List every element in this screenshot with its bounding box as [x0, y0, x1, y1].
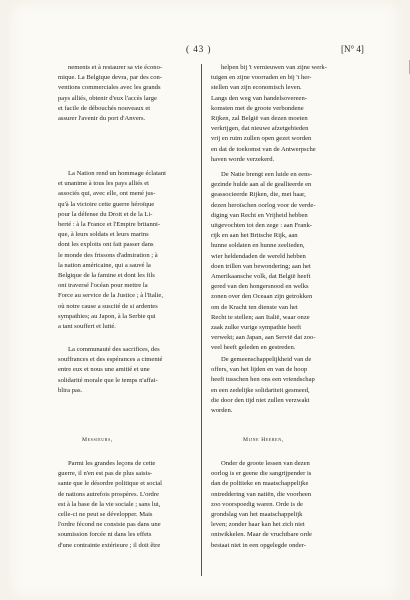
issue-number: [N° 4]: [341, 44, 364, 54]
text-line: souffrances et des espérances a cimenté: [58, 356, 163, 364]
document-page: [8, 0, 402, 600]
page-number: ( 43 ): [186, 44, 212, 54]
text-line: solidarité morale que le temps n'affai-: [58, 376, 158, 384]
text-line: ontreddering van natiën, die voorheen: [211, 490, 312, 498]
text-line: hunne soldaten en hunne zeelieden,: [211, 242, 305, 250]
text-line: sante que le désordre politique et social: [58, 480, 162, 488]
text-line: en een zedelijke solidariteit gesmeed,: [211, 386, 310, 394]
text-line: vrij en ruim zullen open gezet worden: [211, 135, 312, 143]
text-line: offers, van het lijden en van de hoop: [211, 366, 308, 374]
text-line: ventions commerciales avec les grands: [58, 84, 161, 92]
text-line: doen trillen van bewondering; aan het: [211, 262, 311, 270]
text-line: guerre, il n'en est pas de plus saisis-: [58, 470, 153, 478]
text-line: komsten met de groote verbondene: [211, 104, 304, 112]
text-line: pour la défense du Droit et de la Li-: [58, 210, 153, 218]
left-paragraph-2: [58, 169, 190, 332]
text-line: om de Kracht ten dienste van het: [211, 303, 298, 311]
text-line: dan de politieke en maatschappelijke: [211, 480, 309, 488]
text-line: la nation américaine, qui a sauvé la: [58, 261, 151, 269]
text-line: grondslag van het maatschappelijk: [211, 511, 303, 519]
text-line: soumission forcée ni dans les effets: [58, 531, 152, 539]
text-line: blira pas.: [58, 386, 83, 394]
text-line: tuigen en zijne voorraden en bij 't her-: [211, 74, 312, 82]
text-line: gezinde hulde aan al de geallieerde en: [211, 181, 312, 189]
text-line: a tant souffert et lutté.: [58, 323, 116, 331]
text-line: de nations autrefois prospères. L'ordre: [58, 490, 159, 498]
text-line: que, à leurs soldats et leurs marins: [58, 231, 149, 239]
text-line: diging van Recht en Vrijheid hebben: [211, 211, 308, 219]
left-paragraph-3: [58, 345, 190, 396]
text-line: qu'à la victoire cette guerre héroïque: [58, 200, 155, 208]
right-paragraph-4: [211, 459, 349, 551]
text-line: zoo voorspoedig waren. Orde is de: [211, 500, 303, 508]
text-line: die door den tijd niet zullen verzwakt: [211, 396, 310, 404]
text-line: verwekt; aan Japan, aan Servië dat zoo-: [211, 334, 316, 342]
text-line: ont traversé l'océan pour mettre la: [58, 282, 148, 290]
text-line: berté : à la France et l'Empire britanni-: [58, 221, 161, 229]
text-line: l'ordre fécond ne consiste pas dans une: [58, 521, 161, 529]
text-line: Amerikaansche volk, dat België heeft: [211, 273, 311, 281]
text-line: helpen bij 't vernieuwen van zijne werk-: [221, 64, 327, 71]
text-line: zaak zulke vurige sympathie heeft: [211, 324, 302, 332]
text-line: et unanime à tous les pays alliés et: [58, 180, 150, 188]
left-paragraph-4: [58, 459, 190, 551]
text-line: celle-ci ne peut se développer. Mais: [58, 511, 153, 519]
right-paragraph-1: [211, 63, 349, 165]
text-line: gered van den hongersnood en welks: [211, 283, 309, 291]
text-line: en dat de toekomst van de Antwerpsche: [211, 145, 316, 153]
text-line: Rijken, zal België van dezen moeten: [211, 115, 308, 123]
text-line: geassocieerde Rijken, die, met haar,: [211, 191, 306, 199]
text-line: Onder de groote lessen van dezen: [221, 460, 310, 467]
text-line: wier heldendaden de wereld hebben: [211, 252, 306, 260]
column-divider: [201, 64, 202, 576]
text-line: De gemeenschappelijkheid van de: [221, 356, 312, 363]
text-line: sympathies; au Japon, à la Serbie qui: [58, 312, 156, 320]
right-paragraph-3: [211, 355, 349, 416]
text-line: Belgique de la famine et dont les fils: [58, 272, 155, 280]
text-line: veel heeft geleden en gestreden.: [211, 344, 296, 352]
text-line: stellen van zijn economisch leven.: [211, 84, 302, 92]
right-paragraph-2: [211, 170, 349, 354]
text-line: ontwikkelen. Maar de vruchtbare orde: [211, 531, 312, 539]
text-line: est à la base de la vie sociale ; sans lui,: [58, 500, 161, 508]
text-line: assurer l'avenir du port d'Anvers.: [58, 115, 146, 123]
text-line: verkrijgen, dat nieuwe afzetgebieden: [211, 125, 309, 133]
right-heading-mijne-heeren: Mijne Heeren,: [243, 437, 284, 443]
text-line: De Natie brengt een luide en eens-: [221, 171, 313, 178]
text-line: La communauté des sacrifices, des: [68, 346, 160, 353]
text-line: dezen heroïschen oorlog voor de verde-: [211, 201, 316, 209]
text-line: et facile de débouchés nouveaux et: [58, 104, 151, 112]
text-line: nements et à restaurer sa vie écono-: [68, 64, 163, 71]
text-line: La Nation rend un hommage éclatant: [68, 170, 166, 177]
text-line: rijk en aan het Britsche Rijk, aan: [211, 232, 298, 240]
text-line: zonen over den Oceaan zijn getrokken: [211, 293, 313, 301]
text-line: leven; zonder haar kan het zich niet: [211, 521, 305, 529]
text-line: pays alliés, obtenir d'eux l'accès large: [58, 94, 157, 102]
left-heading-messieurs: Messieurs,: [82, 437, 113, 443]
text-line: Langs den weg van handelsovereen-: [211, 94, 307, 102]
text-line: bestaat niet in een opgelegde onder-: [211, 541, 306, 549]
text-line: Parmi les grandes leçons de cette: [68, 460, 156, 467]
text-line: haven worde verzekerd.: [211, 155, 275, 163]
text-line: heeft tusschen hen ons een vriendschap: [211, 376, 315, 384]
text-line: worden.: [211, 407, 233, 415]
text-line: oorlog is er geene die sangrijpender is: [211, 470, 312, 478]
text-line: Recht te stellen; aan Italië, waar onze: [211, 313, 310, 321]
text-line: dont les exploits ont fait passer dans: [58, 241, 154, 249]
text-line: le monde des frissons d'admiration ; à: [58, 251, 158, 259]
text-line: associés qui, avec elle, ont mené jus-: [58, 190, 156, 198]
text-line: entre eux et nous une amitié et une: [58, 366, 150, 374]
text-line: Force au service de la Justice ; à l'Italie,: [58, 292, 163, 300]
text-line: mique. La Belgique devra, par des con-: [58, 74, 162, 82]
text-line: où notre cause a suscité de si ardentes: [58, 302, 158, 310]
left-paragraph-1: [58, 63, 190, 124]
text-line: d'une contrainte extérieure ; il doit être: [58, 541, 161, 549]
text-line: uitgevochten tot den zege : aan Frank-: [211, 222, 313, 230]
